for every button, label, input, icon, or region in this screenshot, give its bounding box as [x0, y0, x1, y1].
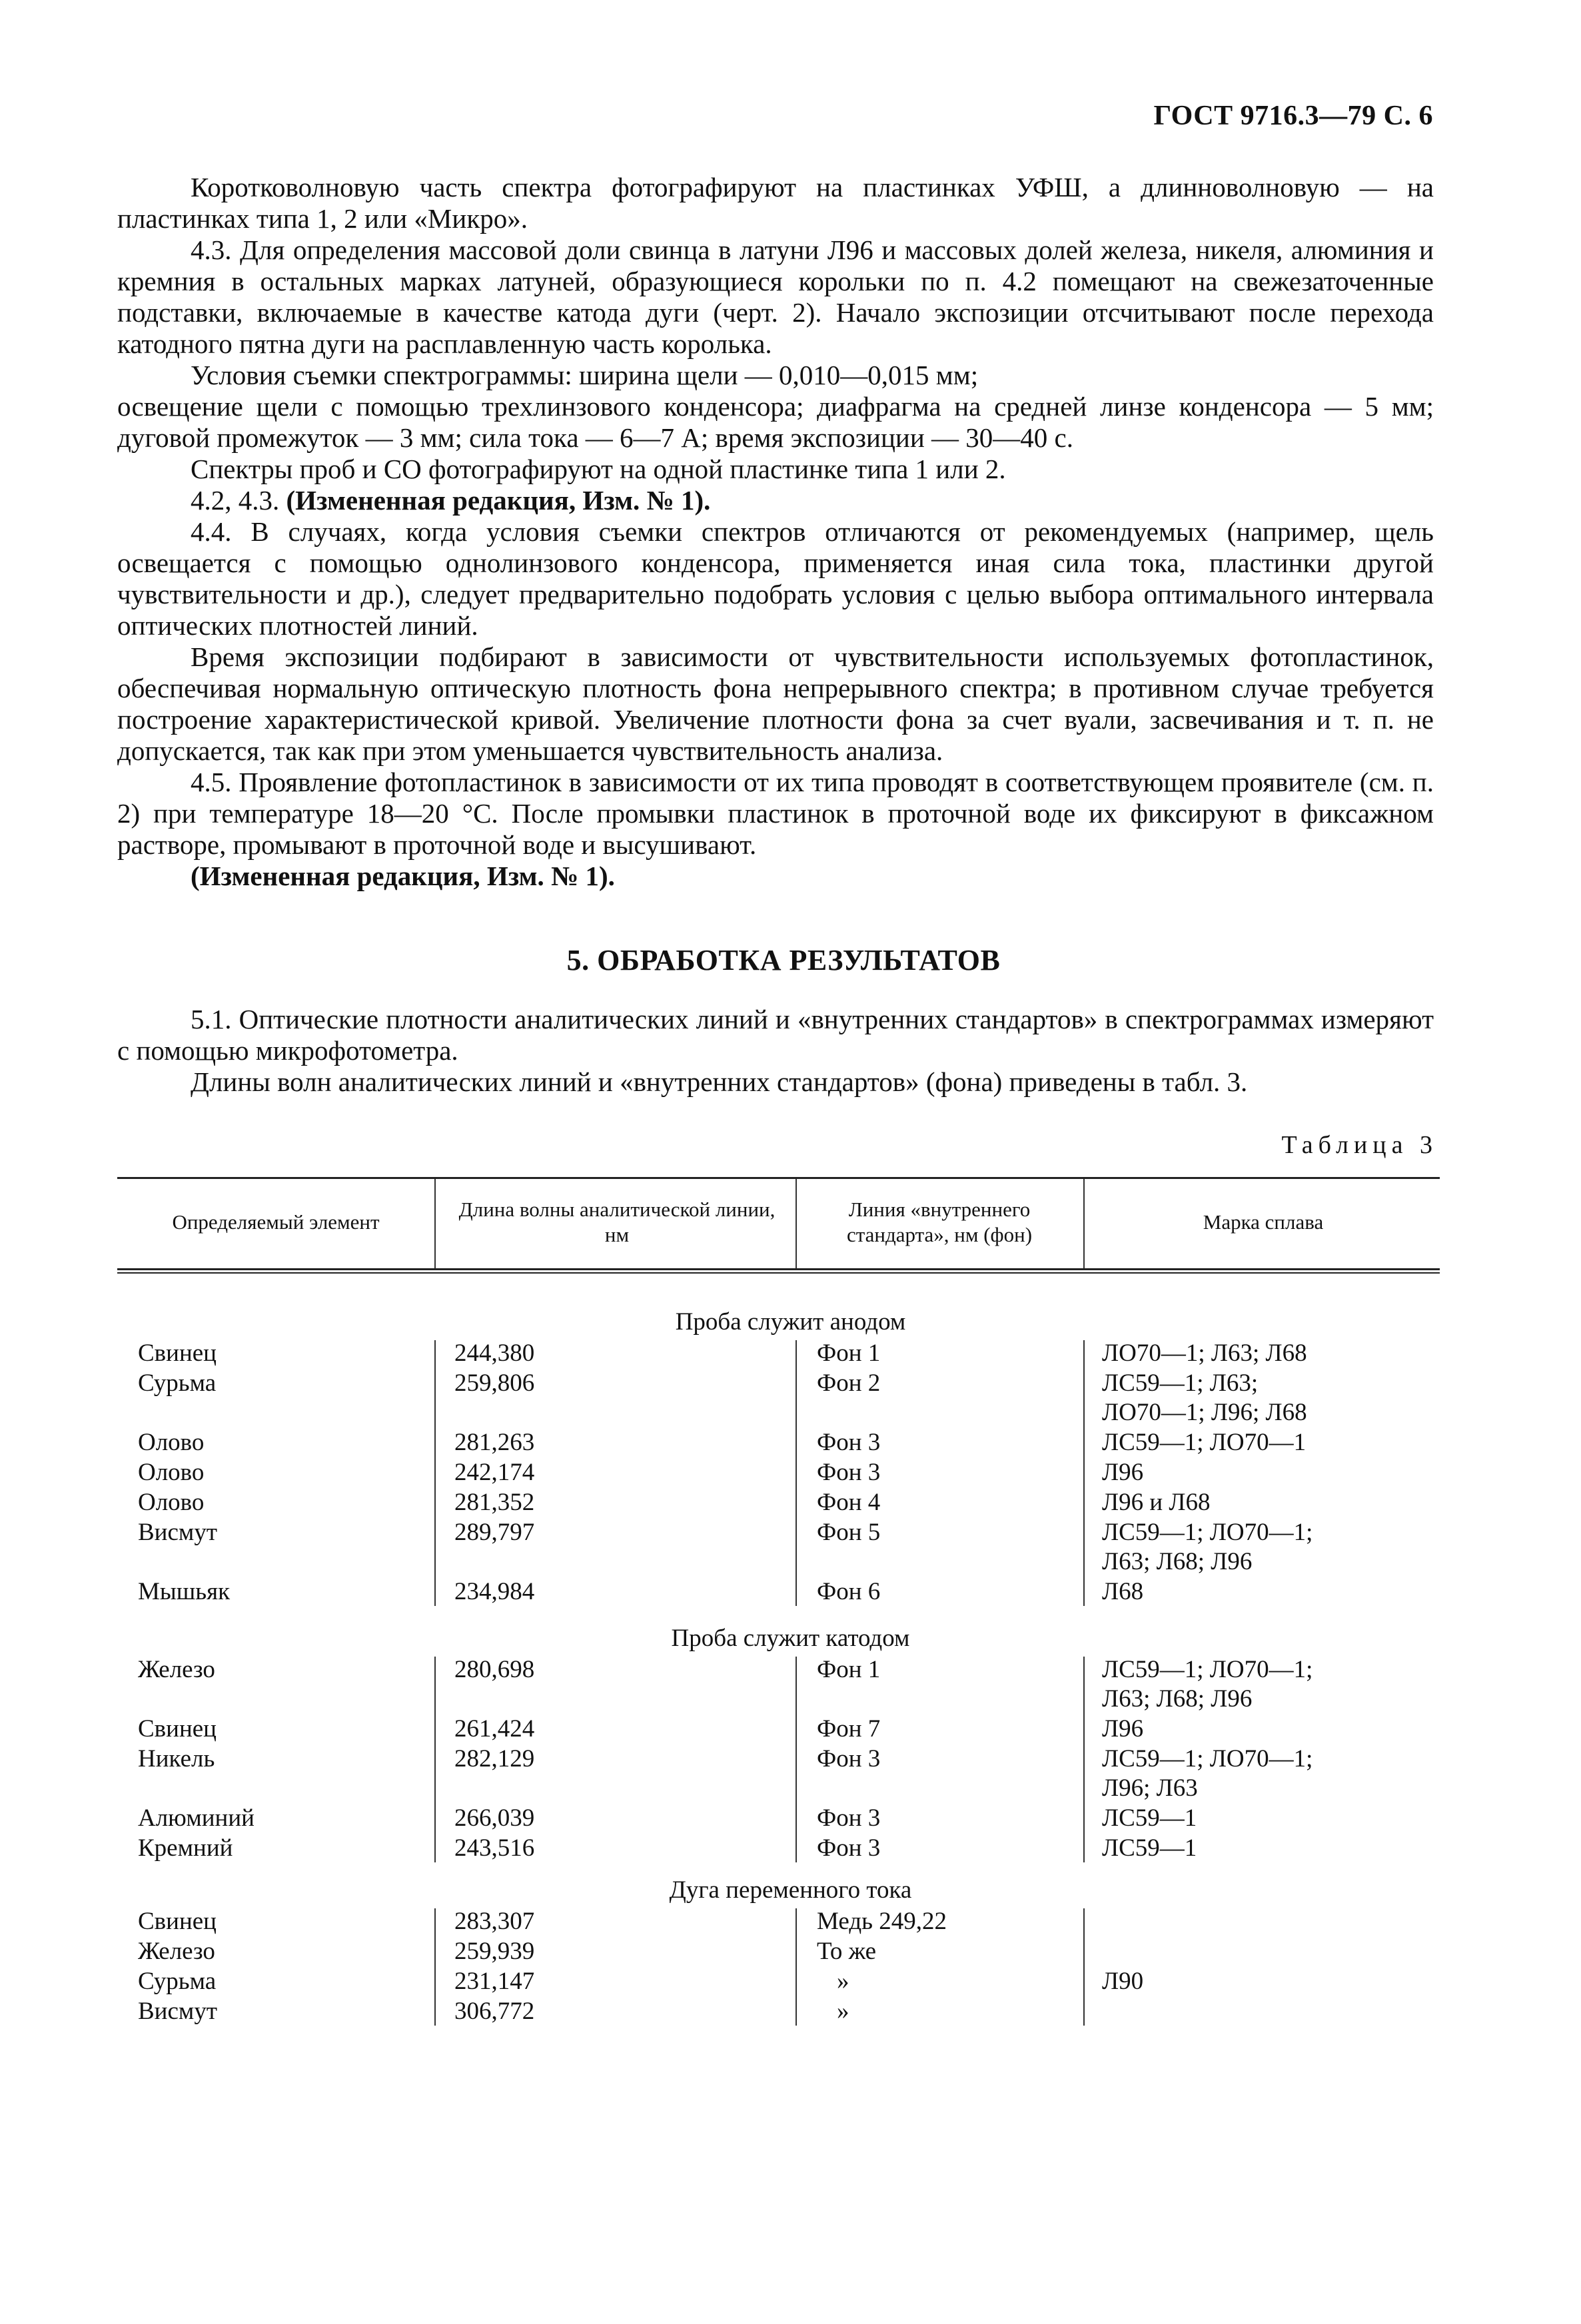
cell-internal-standard: Фон 3: [817, 1745, 881, 1772]
page-header: ГОСТ 9716.3—79 С. 6: [1153, 101, 1433, 131]
cell-alloy-grade: ЛС59—1; ЛО70—1: [1102, 1429, 1307, 1456]
cell-internal-standard: Фон 4: [817, 1489, 881, 1516]
cell-wavelength: 261,424: [454, 1715, 535, 1743]
cell-alloy-grade: Л96: [1102, 1715, 1144, 1743]
cell-wavelength: 242,174: [454, 1459, 535, 1486]
table-header-element: Определяемый элемент: [172, 1210, 380, 1234]
paragraph: 4.3. Для определения массовой доли свинца в латуни Л96 и массовых долей железа, никеля, алюминия и кремния в остальных марках латуней, образующиеся корольки по п. 4.2 помещают на свежезаточенные подставки, включаемые в качестве катода дуги (черт. 2). Начало экспозиции отсчитывают после перехода катодного пятна дуги на расплавленную часть королька.: [117, 234, 1434, 359]
amendment-note: (Измененная редакция, Изм. № 1).: [286, 485, 711, 516]
body-text: [117, 172, 1434, 892]
column-divider: [1083, 1908, 1085, 2026]
section-text: [117, 1004, 1434, 1098]
paragraph: Спектры проб и СО фотографируют на одной пластинке типа 1 или 2.: [191, 454, 1006, 484]
paragraph-amendment: [117, 485, 1434, 516]
table-header-rule-2: [117, 1272, 1440, 1274]
cell-wavelength: 282,129: [454, 1745, 535, 1772]
paragraph: Условия съемки спектрограммы: ширина щели — 0,010—0,015 мм;: [191, 360, 979, 390]
cell-element: Свинец: [138, 1340, 217, 1367]
cell-internal-standard: »: [837, 1998, 849, 2025]
cell-alloy-grade: ЛС59—1; ЛО70—1;: [1102, 1656, 1313, 1683]
cell-wavelength: 231,147: [454, 1968, 535, 1995]
cell-element: Сурьма: [138, 1968, 217, 1995]
cell-element: Кремний: [138, 1834, 233, 1862]
cell-element: Сурьма: [138, 1369, 217, 1397]
cell-wavelength: 281,263: [454, 1429, 535, 1456]
cell-alloy-grade: ЛО70—1; Л96; Л68: [1102, 1399, 1307, 1426]
paragraph: Коротковолновую часть спектра фотографируют на пластинках УФШ, а длинноволновую — на пластинках типа 1, 2 или «Микро».: [117, 172, 1434, 234]
cell-wavelength: 283,307: [454, 1908, 535, 1935]
cell-element: Железо: [138, 1656, 215, 1683]
cell-element: Висмут: [138, 1998, 217, 2025]
column-divider: [795, 1908, 797, 2026]
cell-internal-standard: Фон 3: [817, 1429, 881, 1456]
paragraph: освещение щели с помощью трехлинзового конденсора; диафрагма на средней линзе конденсора — 5 мм; дуговой промежуток — 3 мм; сила тока — 6—7 А; время экспозиции — 30—40 с.: [117, 391, 1434, 453]
cell-wavelength: 280,698: [454, 1656, 535, 1683]
cell-internal-standard: Фон 3: [817, 1834, 881, 1862]
cell-wavelength: 243,516: [454, 1834, 535, 1862]
column-divider: [795, 1657, 797, 1862]
table-top-rule: [117, 1177, 1440, 1179]
column-divider: [795, 1340, 797, 1606]
cell-wavelength: 266,039: [454, 1804, 535, 1832]
cell-internal-standard: То же: [817, 1938, 877, 1965]
column-divider: [1083, 1340, 1085, 1606]
cell-alloy-grade: Л90: [1102, 1968, 1144, 1995]
cell-alloy-grade: Л96 и Л68: [1102, 1489, 1211, 1516]
cell-alloy-grade: Л96: [1102, 1459, 1144, 1486]
table-header-wavelength: Длина волны аналитической линии, нм: [458, 1198, 776, 1246]
column-divider: [1083, 1179, 1085, 1268]
cell-wavelength: 259,939: [454, 1938, 535, 1965]
paragraph: 4.4. В случаях, когда условия съемки спектров отличаются от рекомендуемых (например, щель освещается с помощью однолинзового конденсора, применяется иная сила тока, пластинки другой чувствительности и др.), следует предварительно подобрать условия с целью выбора оптимального интервала оптических плотностей линий.: [117, 516, 1434, 641]
table-caption: Таблица 3: [1281, 1131, 1438, 1159]
table-header-rule: [117, 1268, 1440, 1270]
cell-wavelength: 289,797: [454, 1519, 535, 1546]
table-group-title: Проба служит катодом: [671, 1625, 910, 1652]
cell-element: Никель: [138, 1745, 215, 1772]
cell-element: Олово: [138, 1489, 205, 1516]
cell-element: Железо: [138, 1938, 215, 1965]
cell-alloy-grade: ЛС59—1: [1102, 1834, 1197, 1862]
cell-internal-standard: Фон 6: [817, 1578, 881, 1605]
section-title: 5. ОБРАБОТКА РЕЗУЛЬТАТОВ: [566, 944, 1001, 976]
column-divider: [434, 1908, 436, 2026]
table-group-title: Проба служит анодом: [675, 1308, 906, 1336]
cell-element: Висмут: [138, 1519, 217, 1546]
cell-alloy-grade: Л63; Л68; Л96: [1102, 1685, 1253, 1713]
cell-internal-standard: Фон 2: [817, 1369, 881, 1397]
table-header-internal-standard: Линия «внутреннего стандарта», нм (фон): [846, 1198, 1033, 1246]
cell-internal-standard: Фон 3: [817, 1804, 881, 1832]
amendment-ref: 4.2, 4.3.: [191, 485, 280, 516]
cell-element: Свинец: [138, 1908, 217, 1935]
cell-element: Свинец: [138, 1715, 217, 1743]
column-divider: [1083, 1657, 1085, 1862]
paragraph: Длины волн аналитических линий и «внутренних стандартов» (фона) приведены в табл. 3.: [191, 1066, 1248, 1097]
column-divider: [434, 1179, 436, 1268]
cell-alloy-grade: ЛС59—1: [1102, 1804, 1197, 1832]
column-divider: [795, 1179, 797, 1268]
paragraph: 4.5. Проявление фотопластинок в зависимости от их типа проводят в соответствующем проявителе (см. п. 2) при температуре 18—20 °С. После промывки пластинок в проточной воде их фиксируют в фиксажном растворе, промывают в проточной воде и высушивают.: [117, 767, 1434, 860]
amendment-note: (Измененная редакция, Изм. № 1).: [191, 861, 615, 891]
cell-alloy-grade: ЛО70—1; Л63; Л68: [1102, 1340, 1307, 1367]
cell-internal-standard: Фон 1: [817, 1656, 881, 1683]
cell-wavelength: 244,380: [454, 1340, 535, 1367]
cell-alloy-grade: Л68: [1102, 1578, 1144, 1605]
cell-internal-standard: Фон 3: [817, 1459, 881, 1486]
cell-wavelength: 306,772: [454, 1998, 535, 2025]
cell-wavelength: 281,352: [454, 1489, 535, 1516]
cell-alloy-grade: Л96; Л63: [1102, 1774, 1198, 1802]
column-divider: [434, 1657, 436, 1862]
cell-alloy-grade: ЛС59—1; Л63;: [1102, 1369, 1259, 1397]
cell-wavelength: 259,806: [454, 1369, 535, 1397]
cell-alloy-grade: Л63; Л68; Л96: [1102, 1548, 1253, 1575]
cell-element: Олово: [138, 1459, 205, 1486]
cell-element: Олово: [138, 1429, 205, 1456]
paragraph: Время экспозиции подбирают в зависимости от чувствительности используемых фотопластинок, обеспечивая нормальную оптическую плотность фона непрерывного спектра; в противном случае требуется построение характеристической кривой. Увеличение плотности фона за счет вуали, засвечивания и т. п. не допускается, так как при этом уменьшается чувствительность анализа.: [117, 641, 1434, 766]
cell-element: Мышьяк: [138, 1578, 231, 1605]
table-group-title: Дуга переменного тока: [669, 1876, 912, 1904]
cell-internal-standard: Фон 1: [817, 1340, 881, 1367]
cell-wavelength: 234,984: [454, 1578, 535, 1605]
paragraph: 5.1. Оптические плотности аналитических линий и «внутренних стандартов» в спектрограммах измеряют с помощью микрофотометра.: [117, 1004, 1434, 1066]
cell-alloy-grade: ЛС59—1; ЛО70—1;: [1102, 1745, 1313, 1772]
table-header-alloy-grade: Марка сплава: [1203, 1210, 1324, 1234]
cell-element: Алюминий: [138, 1804, 255, 1832]
cell-internal-standard: Фон 7: [817, 1715, 881, 1743]
cell-internal-standard: Фон 5: [817, 1519, 881, 1546]
cell-alloy-grade: ЛС59—1; ЛО70—1;: [1102, 1519, 1313, 1546]
cell-internal-standard: »: [837, 1968, 849, 1995]
cell-internal-standard: Медь 249,22: [817, 1908, 947, 1935]
column-divider: [434, 1340, 436, 1606]
